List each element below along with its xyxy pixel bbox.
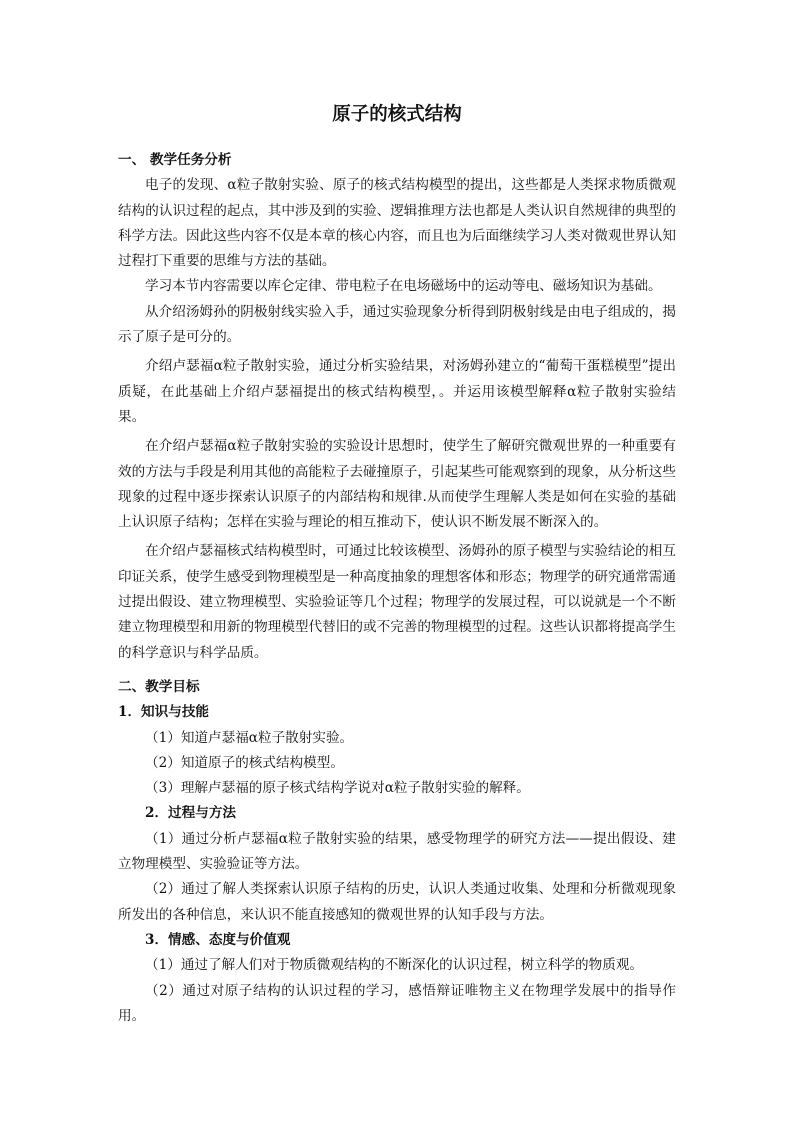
subsection-heading-knowledge-skills: 1．知识与技能 [118, 704, 210, 721]
paragraph: 从介绍汤姆孙的阴极射线实验入手，通过实验现象分析得到阴极射线是由电子组成的，揭示了原子是可分的。 [118, 303, 676, 346]
paragraph: 在介绍卢瑟福α粒子散射实验的实验设计思想时，使学生了解研究微观世界的一种重要有效的方法与手段是利用其他的高能粒子去碰撞原子，引起某些可能观察到的现象，从分析这些现象的过程中逐步探索认识原子的内部结构和规律.从而使学生理解人类是如何在实验的基础上认识原子结构；怎样在实验与理论的相互推动下，使认识不断发展不断深入的。 [118, 438, 676, 531]
list-item: （2）通过了解人类探索认识原子结构的历史，认识人类通过收集、处理和分析微观现象所发出的各种信息，来认识不能直接感知的微观世界的认知手段与方法。 [118, 881, 676, 923]
section-heading-teaching-goals: 二、教学目标 [118, 678, 200, 695]
list-item: （3）理解卢瑟福的原子核式结构学说对α粒子散射实验的解释。 [145, 780, 530, 797]
list-item: （1）通过了解人们对于物质微观结构的不断深化的认识过程，树立科学的物质观。 [145, 957, 644, 974]
subsection-heading-emotion-values: 3．情感、态度与价值观 [145, 931, 291, 948]
subsection-heading-process-methods: 2．过程与方法 [145, 805, 237, 822]
list-item: （2）通过对原子结构的认识过程的学习，感悟辩证唯物主义在物理学发展中的指导作用。 [118, 982, 676, 1024]
section-heading-teaching-analysis: 一、 教学任务分析 [118, 152, 232, 168]
paragraph: 在介绍卢瑟福核式结构模型时，可通过比较该模型、汤姆孙的原子模型与实验结论的相互印证关系，使学生感受到物理模型是一种高度抽象的理想客体和形态；物理学的研究通常需通过提出假设、建立物理模型、实验验证等几个过程；物理学的发展过程，可以说就是一个不断建立物理模型和用新的物理模型代替旧的或不完善的物理模型的过程。这些认识都将提高学生的科学意识与科学品质。 [118, 543, 676, 661]
paragraph: 学习本节内容需要以库仑定律、带电粒子在电场磁场中的运动等电、磁场知识为基础。 [145, 278, 662, 295]
paragraph: 电子的发现、α粒子散射实验、原子的核式结构模型的提出，这些都是人类探求物质微观结构的认识过程的起点，其中涉及到的实验、逻辑推理方法也都是人类认识自然规律的典型的科学方法。因此这些内容不仅是本章的核心内容，而且也为后面继续学习人类对微观世界认知过程打下重要的思维与方法的基础。 [118, 177, 676, 270]
paragraph: 介绍卢瑟福α粒子散射实验，通过分析实验结果，对汤姆孙建立的“葡萄干蛋糕模型”提出质疑，在此基础上介绍卢瑟福提出的核式结构模型，。并运用该模型解释α粒子散射实验结果。 [118, 358, 676, 425]
list-item: （2）知道原子的核式结构模型。 [145, 754, 344, 771]
page-title: 原子的核式结构 [332, 104, 462, 125]
list-item: （1）知道卢瑟福α粒子散射实验。 [145, 729, 354, 746]
list-item: （1）通过分析卢瑟福α粒子散射实验的结果，感受物理学的研究方法——提出假设、建立物理模型、实验验证等方法。 [118, 830, 676, 873]
